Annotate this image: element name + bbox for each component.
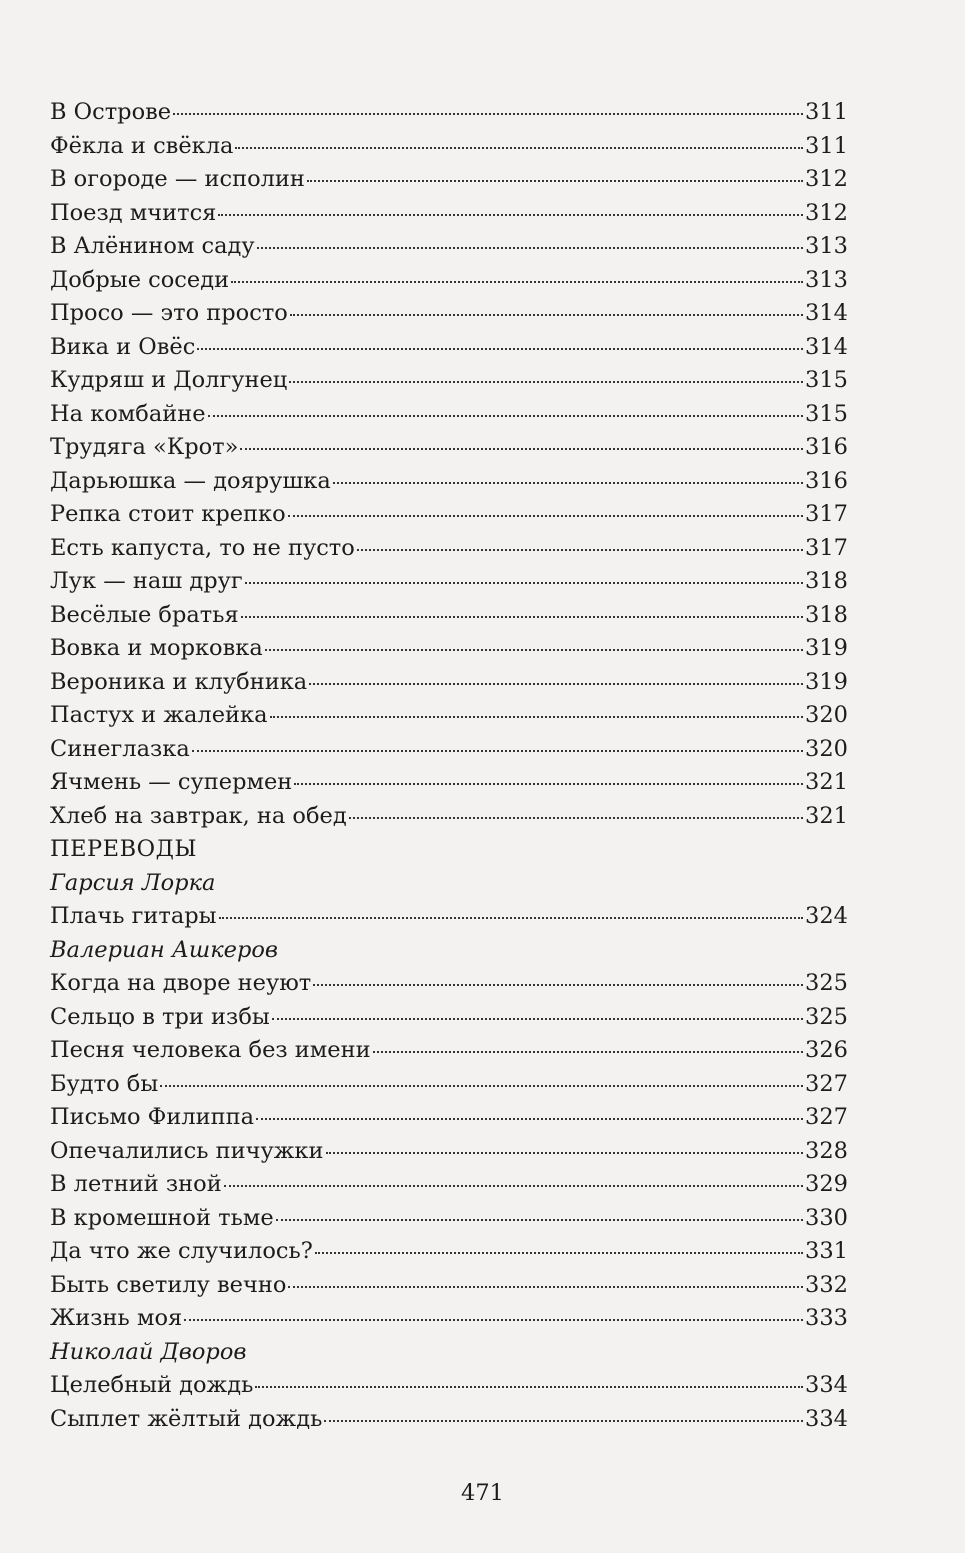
toc-entry bbox=[50, 1001, 848, 1035]
dot-leader bbox=[313, 983, 803, 986]
toc-entry-page: 319 bbox=[805, 635, 848, 661]
toc-entry-title: Кудряш и Долгунец bbox=[50, 367, 288, 393]
toc-entry-title: Репка стоит крепко bbox=[50, 501, 286, 527]
toc-entry-title: Лук — наш друг bbox=[50, 568, 243, 594]
toc-entry-page: 332 bbox=[805, 1271, 848, 1298]
toc-entry-page: 317 bbox=[805, 534, 848, 561]
toc-entry-page: 313 bbox=[805, 266, 848, 293]
toc-entry-page: 320 bbox=[805, 702, 848, 728]
toc-entry-page: 317 bbox=[805, 501, 848, 527]
toc-entry-title: Просо — это просто bbox=[50, 300, 288, 326]
toc-entry-title: Письмо Филиппа bbox=[50, 1104, 255, 1130]
dot-leader bbox=[257, 246, 803, 249]
toc-entry-page: 311 bbox=[805, 99, 848, 125]
toc-entry-page: 326 bbox=[805, 1037, 848, 1063]
toc-entry-title: Вероника и клубника bbox=[50, 668, 308, 695]
toc-entry-title: В Острове bbox=[50, 99, 172, 125]
toc-entry-title: Плачь гитары bbox=[50, 903, 217, 929]
toc-entry-title: В огороде — исполин bbox=[50, 166, 305, 192]
toc-entry bbox=[50, 766, 848, 800]
toc-entry bbox=[50, 666, 848, 700]
dot-leader bbox=[326, 1151, 804, 1154]
dot-leader bbox=[265, 648, 803, 651]
toc-entry-title: Ячмень — супермен bbox=[50, 769, 293, 795]
dot-leader bbox=[289, 380, 803, 383]
toc-entry bbox=[50, 498, 848, 532]
toc-entry-page: 316 bbox=[805, 467, 848, 494]
section-heading bbox=[50, 833, 848, 867]
toc-entry bbox=[50, 632, 848, 666]
page-number: 471 bbox=[461, 1480, 504, 1506]
toc-entry-title: Будто бы bbox=[50, 1070, 159, 1097]
dot-leader bbox=[235, 146, 803, 149]
toc-entry-page: 312 bbox=[805, 166, 848, 192]
toc-entry-page: 333 bbox=[805, 1305, 848, 1331]
dot-leader bbox=[270, 715, 804, 718]
toc-entry-page: 327 bbox=[805, 1070, 848, 1097]
toc-entry bbox=[50, 1135, 848, 1169]
toc-entry-page: 311 bbox=[805, 132, 848, 159]
toc-entry-title: Да что же случилось? bbox=[50, 1238, 313, 1264]
toc-entry-title: Валериан Ашкеров bbox=[50, 936, 279, 963]
table-of-contents bbox=[50, 96, 848, 1436]
toc-entry bbox=[50, 1302, 848, 1336]
dot-leader bbox=[324, 1419, 803, 1422]
toc-entry-page: 319 bbox=[805, 668, 848, 695]
toc-entry-title: Опечалились пичужки bbox=[50, 1137, 324, 1164]
toc-entry-page: 334 bbox=[805, 1405, 848, 1432]
toc-entry-title: Трудяга «Крот» bbox=[50, 434, 239, 460]
toc-entry-page: 334 bbox=[805, 1372, 848, 1398]
toc-entry-title: Вовка и морковка bbox=[50, 635, 263, 661]
toc-entry-page: 329 bbox=[805, 1171, 848, 1197]
toc-entry-title: Когда на дворе неуют bbox=[50, 970, 312, 996]
toc-entry bbox=[50, 297, 848, 331]
dot-leader bbox=[192, 749, 803, 752]
toc-entry-title: Поезд мчится bbox=[50, 199, 217, 226]
dot-leader bbox=[240, 447, 803, 450]
toc-entry-title: Пастух и жалейка bbox=[50, 702, 268, 728]
toc-entry-page: 315 bbox=[805, 367, 848, 393]
toc-entry-page: 318 bbox=[805, 568, 848, 594]
toc-entry-page: 331 bbox=[805, 1238, 848, 1264]
toc-entry bbox=[50, 1369, 848, 1403]
toc-entry bbox=[50, 900, 848, 934]
dot-leader bbox=[373, 1050, 803, 1053]
toc-entry bbox=[50, 1235, 848, 1269]
toc-entry bbox=[50, 197, 848, 231]
toc-entry-title: Весёлые братья bbox=[50, 601, 239, 628]
dot-leader bbox=[173, 112, 803, 115]
toc-entry-title: Гарсия Лорка bbox=[50, 869, 216, 896]
toc-entry bbox=[50, 398, 848, 432]
toc-entry-page: 321 bbox=[805, 802, 848, 829]
toc-entry-title: Жизнь моя bbox=[50, 1305, 183, 1331]
toc-entry bbox=[50, 130, 848, 164]
dot-leader bbox=[184, 1318, 803, 1321]
toc-entry bbox=[50, 1202, 848, 1236]
toc-entry bbox=[50, 1269, 848, 1303]
dot-leader bbox=[231, 280, 803, 283]
dot-leader bbox=[333, 481, 803, 484]
dot-leader bbox=[219, 916, 803, 919]
toc-entry bbox=[50, 967, 848, 1001]
toc-entry bbox=[50, 163, 848, 197]
toc-entry bbox=[50, 1034, 848, 1068]
toc-entry bbox=[50, 431, 848, 465]
dot-leader bbox=[315, 1251, 803, 1254]
toc-entry-title: Целебный дождь bbox=[50, 1372, 254, 1398]
dot-leader bbox=[357, 548, 803, 551]
dot-leader bbox=[256, 1117, 803, 1120]
toc-entry bbox=[50, 364, 848, 398]
toc-entry bbox=[50, 565, 848, 599]
toc-entry-title: Сыплет жёлтый дождь bbox=[50, 1405, 323, 1432]
toc-entry-title: Вика и Овёс bbox=[50, 333, 196, 360]
dot-leader bbox=[245, 581, 803, 584]
author-heading bbox=[50, 867, 848, 901]
toc-entry-title: На комбайне bbox=[50, 400, 206, 427]
toc-entry-title: Сельцо в три избы bbox=[50, 1003, 270, 1030]
dot-leader bbox=[218, 213, 803, 216]
toc-entry-page: 316 bbox=[805, 434, 848, 460]
toc-entry-page: 315 bbox=[805, 400, 848, 427]
toc-entry-title: В Алёнином саду bbox=[50, 233, 255, 259]
toc-entry-title: В летний зной bbox=[50, 1171, 222, 1197]
toc-entry-title: Песня человека без имени bbox=[50, 1037, 371, 1063]
toc-entry-page: 327 bbox=[805, 1104, 848, 1130]
dot-leader bbox=[197, 347, 803, 350]
dot-leader bbox=[224, 1184, 803, 1187]
toc-entry bbox=[50, 733, 848, 767]
toc-entry-page: 325 bbox=[805, 970, 848, 996]
toc-entry bbox=[50, 230, 848, 264]
dot-leader bbox=[276, 1218, 803, 1221]
toc-entry-page: 330 bbox=[805, 1204, 848, 1231]
toc-entry-title: Хлеб на завтрак, на обед bbox=[50, 802, 347, 829]
toc-entry-page: 312 bbox=[805, 199, 848, 226]
toc-entry-page: 318 bbox=[805, 601, 848, 628]
dot-leader bbox=[309, 682, 803, 685]
dot-leader bbox=[255, 1385, 803, 1388]
toc-entry-title: В кромешной тьме bbox=[50, 1204, 274, 1231]
toc-entry-title: Быть светилу вечно bbox=[50, 1271, 287, 1298]
toc-entry bbox=[50, 599, 848, 633]
toc-entry-page: 325 bbox=[805, 1003, 848, 1030]
toc-entry-title: Николай Дворов bbox=[50, 1338, 247, 1365]
toc-entry bbox=[50, 264, 848, 298]
author-heading bbox=[50, 1336, 848, 1370]
toc-entry-title: Добрые соседи bbox=[50, 266, 230, 293]
toc-entry-page: 321 bbox=[805, 769, 848, 795]
dot-leader bbox=[160, 1084, 803, 1087]
toc-entry bbox=[50, 465, 848, 499]
toc-entry-title: ПЕРЕВОДЫ bbox=[50, 836, 198, 862]
toc-entry-page: 320 bbox=[805, 735, 848, 762]
toc-entry-page: 313 bbox=[805, 233, 848, 259]
dot-leader bbox=[288, 514, 803, 517]
dot-leader bbox=[241, 615, 803, 618]
toc-entry bbox=[50, 699, 848, 733]
toc-entry bbox=[50, 1168, 848, 1202]
dot-leader bbox=[294, 782, 803, 785]
toc-entry-page: 314 bbox=[805, 333, 848, 360]
toc-entry bbox=[50, 1101, 848, 1135]
author-heading bbox=[50, 934, 848, 968]
dot-leader bbox=[288, 1285, 803, 1288]
dot-leader bbox=[349, 816, 803, 819]
toc-entry-page: 314 bbox=[805, 300, 848, 326]
dot-leader bbox=[272, 1017, 803, 1020]
dot-leader bbox=[307, 179, 803, 182]
toc-entry bbox=[50, 96, 848, 130]
toc-entry bbox=[50, 1068, 848, 1102]
toc-entry-title: Фёкла и свёкла bbox=[50, 132, 234, 159]
toc-entry-title: Синеглазка bbox=[50, 735, 190, 762]
toc-entry-title: Дарьюшка — доярушка bbox=[50, 467, 331, 494]
toc-entry bbox=[50, 800, 848, 834]
toc-entry bbox=[50, 1403, 848, 1437]
toc-entry-page: 328 bbox=[805, 1137, 848, 1164]
dot-leader bbox=[290, 313, 803, 316]
toc-entry bbox=[50, 532, 848, 566]
dot-leader bbox=[208, 414, 803, 417]
toc-entry-title: Есть капуста, то не пусто bbox=[50, 534, 355, 561]
toc-entry-page: 324 bbox=[805, 903, 848, 929]
toc-entry bbox=[50, 331, 848, 365]
